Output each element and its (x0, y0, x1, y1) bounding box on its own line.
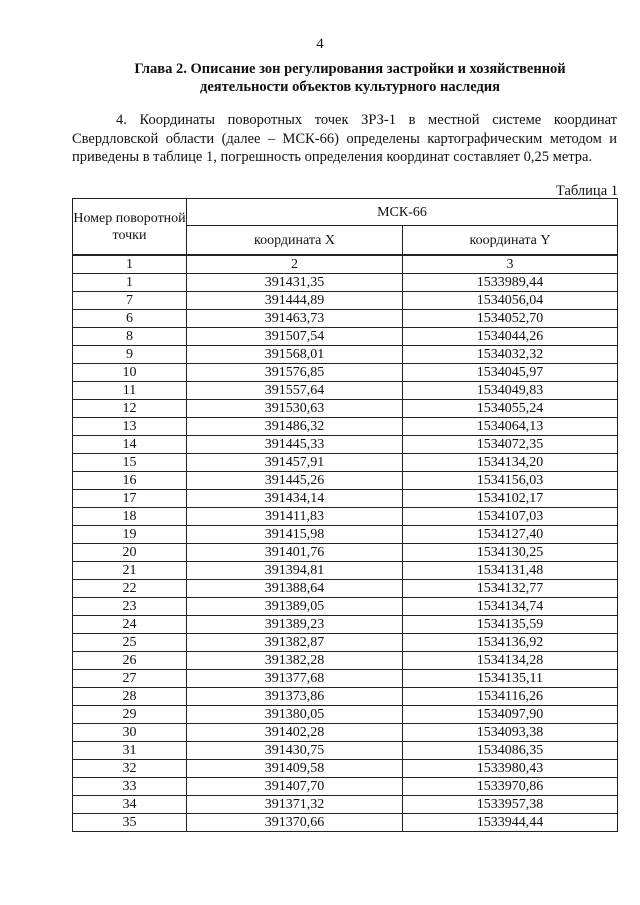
coordinates-table (72, 198, 618, 832)
coordinate-y-cell: 1534032,32 (403, 346, 618, 364)
point-number-cell: 21 (73, 562, 187, 580)
header-point-number: Номер поворотной точки (73, 199, 187, 256)
coordinate-y-cell: 1533989,44 (403, 274, 618, 292)
coordinate-y-cell: 1534135,11 (403, 670, 618, 688)
page-number: 4 (316, 36, 324, 52)
coordinate-y-cell: 1534130,25 (403, 544, 618, 562)
chapter-title-line-2: деятельности объектов культурного наследия (200, 79, 500, 95)
coordinate-y-cell: 1534072,35 (403, 436, 618, 454)
table-row (73, 598, 618, 616)
table-row (73, 562, 618, 580)
table-row (73, 490, 618, 508)
coordinate-x-cell: 391389,05 (187, 598, 403, 616)
coordinate-x-cell: 391568,01 (187, 346, 403, 364)
coordinate-y-cell: 1534107,03 (403, 508, 618, 526)
table-row (73, 472, 618, 490)
table-row (73, 454, 618, 472)
coordinate-x-cell: 391373,86 (187, 688, 403, 706)
coordinate-y-cell: 1534116,26 (403, 688, 618, 706)
point-number-cell: 9 (73, 346, 187, 364)
point-number-cell: 16 (73, 472, 187, 490)
point-number-cell: 30 (73, 724, 187, 742)
point-number-cell: 31 (73, 742, 187, 760)
coordinate-y-cell: 1534127,40 (403, 526, 618, 544)
coordinate-x-cell: 391557,64 (187, 382, 403, 400)
point-number-cell: 1 (73, 274, 187, 292)
coordinate-y-cell: 1534134,28 (403, 652, 618, 670)
coordinate-y-cell: 1534134,74 (403, 598, 618, 616)
table-row (73, 508, 618, 526)
point-number-cell: 20 (73, 544, 187, 562)
table-row (73, 526, 618, 544)
coordinate-x-cell: 391389,23 (187, 616, 403, 634)
table-row (73, 724, 618, 742)
coordinate-y-cell: 1533970,86 (403, 778, 618, 796)
table-row (73, 544, 618, 562)
table-row (73, 328, 618, 346)
point-number-cell: 10 (73, 364, 187, 382)
table-row (73, 688, 618, 706)
table-row (73, 580, 618, 598)
coordinate-x-cell: 391445,33 (187, 436, 403, 454)
table-row (73, 436, 618, 454)
table-row (73, 418, 618, 436)
point-number-cell: 6 (73, 310, 187, 328)
coordinate-x-cell: 391457,91 (187, 454, 403, 472)
coordinate-y-cell: 1534056,04 (403, 292, 618, 310)
coordinate-y-cell: 1534134,20 (403, 454, 618, 472)
table-row (73, 670, 618, 688)
coordinate-x-cell: 391444,89 (187, 292, 403, 310)
table-body (73, 255, 618, 832)
point-number-cell: 32 (73, 760, 187, 778)
chapter-title-line-1: Глава 2. Описание зон регулирования застройки и хозяйственной (134, 61, 566, 77)
coordinate-y-cell: 1534052,70 (403, 310, 618, 328)
table-row (73, 382, 618, 400)
coordinate-y-cell: 1534135,59 (403, 616, 618, 634)
table-row (73, 634, 618, 652)
coordinate-x-cell: 391434,14 (187, 490, 403, 508)
coordinate-y-cell: 1534064,13 (403, 418, 618, 436)
point-number-cell: 23 (73, 598, 187, 616)
coordinate-x-cell: 391380,05 (187, 706, 403, 724)
coordinate-y-cell: 1534097,90 (403, 706, 618, 724)
point-number-cell: 19 (73, 526, 187, 544)
header-coordinate-y: координата Y (403, 226, 618, 256)
table-row (73, 742, 618, 760)
point-number-cell: 7 (73, 292, 187, 310)
coordinate-y-cell: 1534086,35 (403, 742, 618, 760)
column-number: 2 (187, 255, 403, 274)
table-row (73, 760, 618, 778)
coordinate-x-cell: 391370,66 (187, 814, 403, 832)
coordinate-y-cell: 1534093,38 (403, 724, 618, 742)
chapter-title (100, 60, 600, 96)
point-number-cell: 29 (73, 706, 187, 724)
coordinate-x-cell: 391388,64 (187, 580, 403, 598)
coordinate-x-cell: 391445,26 (187, 472, 403, 490)
table-row (73, 310, 618, 328)
coordinate-x-cell: 391382,87 (187, 634, 403, 652)
coordinate-x-cell: 391394,81 (187, 562, 403, 580)
coordinate-x-cell: 391576,85 (187, 364, 403, 382)
table-row (73, 274, 618, 292)
table-row (73, 292, 618, 310)
table-caption: Таблица 1 (555, 183, 618, 199)
point-number-cell: 11 (73, 382, 187, 400)
coordinate-x-cell: 391371,32 (187, 796, 403, 814)
column-number: 3 (403, 255, 618, 274)
coordinate-x-cell: 391530,63 (187, 400, 403, 418)
column-number-row (73, 255, 618, 274)
point-number-cell: 22 (73, 580, 187, 598)
coordinate-y-cell: 1534102,17 (403, 490, 618, 508)
point-number-cell: 15 (73, 454, 187, 472)
coordinate-x-cell: 391402,28 (187, 724, 403, 742)
table-row (73, 778, 618, 796)
table-row (73, 652, 618, 670)
point-number-cell: 34 (73, 796, 187, 814)
coordinate-y-cell: 1534156,03 (403, 472, 618, 490)
coordinate-y-cell: 1533944,44 (403, 814, 618, 832)
coordinate-x-cell: 391430,75 (187, 742, 403, 760)
coordinate-x-cell: 391415,98 (187, 526, 403, 544)
point-number-cell: 14 (73, 436, 187, 454)
coordinate-x-cell: 391382,28 (187, 652, 403, 670)
coordinate-y-cell: 1534044,26 (403, 328, 618, 346)
coordinate-x-cell: 391407,70 (187, 778, 403, 796)
header-coordinate-x: координата X (187, 226, 403, 256)
coordinate-x-cell: 391463,73 (187, 310, 403, 328)
point-number-cell: 17 (73, 490, 187, 508)
point-number-cell: 18 (73, 508, 187, 526)
coordinate-y-cell: 1534055,24 (403, 400, 618, 418)
point-number-cell: 13 (73, 418, 187, 436)
header-coordinate-system: МСК-66 (187, 199, 618, 226)
point-number-cell: 24 (73, 616, 187, 634)
column-number: 1 (73, 255, 187, 274)
coordinate-y-cell: 1534045,97 (403, 364, 618, 382)
point-number-cell: 27 (73, 670, 187, 688)
table-row (73, 400, 618, 418)
table-row (73, 814, 618, 832)
point-number-cell: 25 (73, 634, 187, 652)
table-header-row (73, 199, 618, 226)
point-number-cell: 12 (73, 400, 187, 418)
body-paragraph: 4. Координаты поворотных точек ЗРЗ-1 в местной системе координат Свердловской области (далее – МСК-66) определены картографическим методом и приведены в таблице 1, погрешность определения координат составляет 0,25 метра. (72, 112, 617, 165)
point-number-cell: 35 (73, 814, 187, 832)
table-row (73, 796, 618, 814)
point-number-cell: 33 (73, 778, 187, 796)
coordinate-y-cell: 1533980,43 (403, 760, 618, 778)
coordinate-y-cell: 1534136,92 (403, 634, 618, 652)
coordinate-x-cell: 391486,32 (187, 418, 403, 436)
point-number-cell: 26 (73, 652, 187, 670)
coordinate-x-cell: 391401,76 (187, 544, 403, 562)
coordinate-y-cell: 1533957,38 (403, 796, 618, 814)
table-row (73, 706, 618, 724)
coordinate-y-cell: 1534131,48 (403, 562, 618, 580)
coordinate-x-cell: 391431,35 (187, 274, 403, 292)
coordinate-y-cell: 1534132,77 (403, 580, 618, 598)
table-row (73, 616, 618, 634)
point-number-cell: 8 (73, 328, 187, 346)
coordinate-x-cell: 391377,68 (187, 670, 403, 688)
coordinate-x-cell: 391409,58 (187, 760, 403, 778)
coordinate-x-cell: 391507,54 (187, 328, 403, 346)
table-row (73, 364, 618, 382)
table-row (73, 346, 618, 364)
coordinate-y-cell: 1534049,83 (403, 382, 618, 400)
coordinate-x-cell: 391411,83 (187, 508, 403, 526)
point-number-cell: 28 (73, 688, 187, 706)
